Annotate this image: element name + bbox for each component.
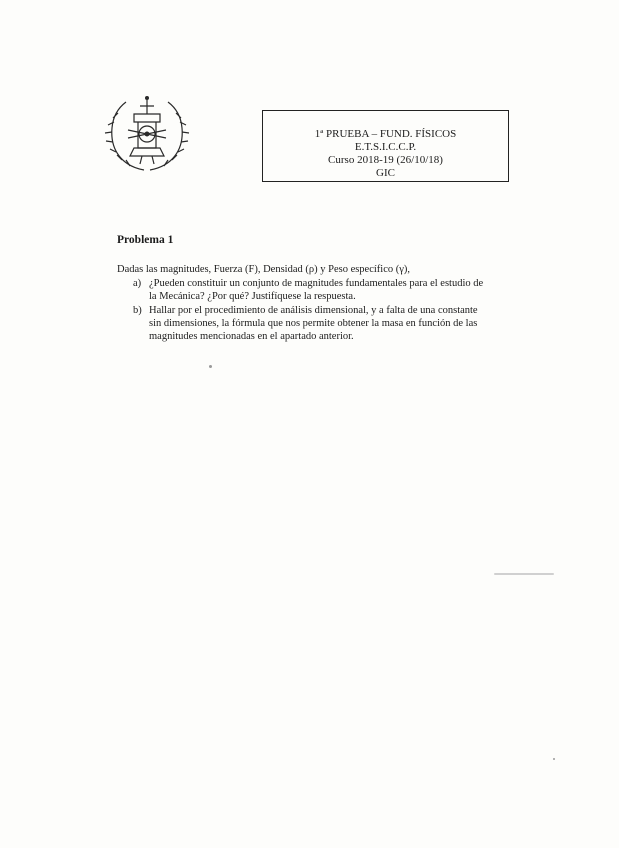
- exam-title: 1ª PRUEBA – FUND. FÍSICOS: [314, 128, 457, 140]
- degree-code: GIC: [376, 167, 395, 179]
- scan-smudge: [494, 573, 554, 575]
- question-b-marker: b): [133, 305, 142, 316]
- scan-speck: [209, 365, 212, 368]
- university-seal-icon: [104, 92, 190, 174]
- exam-header-box: [262, 110, 509, 182]
- question-a-marker: a): [133, 278, 142, 289]
- problem-title: Problema 1: [117, 234, 174, 246]
- course-date: Curso 2018-19 (26/10/18): [328, 154, 443, 166]
- question-a-line-2: la Mecánica? ¿Por qué? Justifíquese la respuesta.: [149, 291, 356, 302]
- question-a-line-1: ¿Pueden constituir un conjunto de magnitudes fundamentales para el estudio de: [149, 278, 484, 289]
- question-b-line-2: sin dimensiones, la fórmula que nos permite obtener la masa en función de las: [149, 318, 478, 329]
- question-b-line-3: magnitudes mencionadas en el apartado anterior.: [149, 331, 354, 342]
- question-b-line-1: Hallar por el procedimiento de análisis dimensional, y a falta de una constante: [149, 305, 478, 316]
- problem-intro: Dadas las magnitudes, Fuerza (F), Densidad (ρ) y Peso específico (γ),: [117, 264, 411, 275]
- scan-speck: [553, 758, 555, 760]
- school-name: E.T.S.I.C.C.P.: [354, 141, 417, 153]
